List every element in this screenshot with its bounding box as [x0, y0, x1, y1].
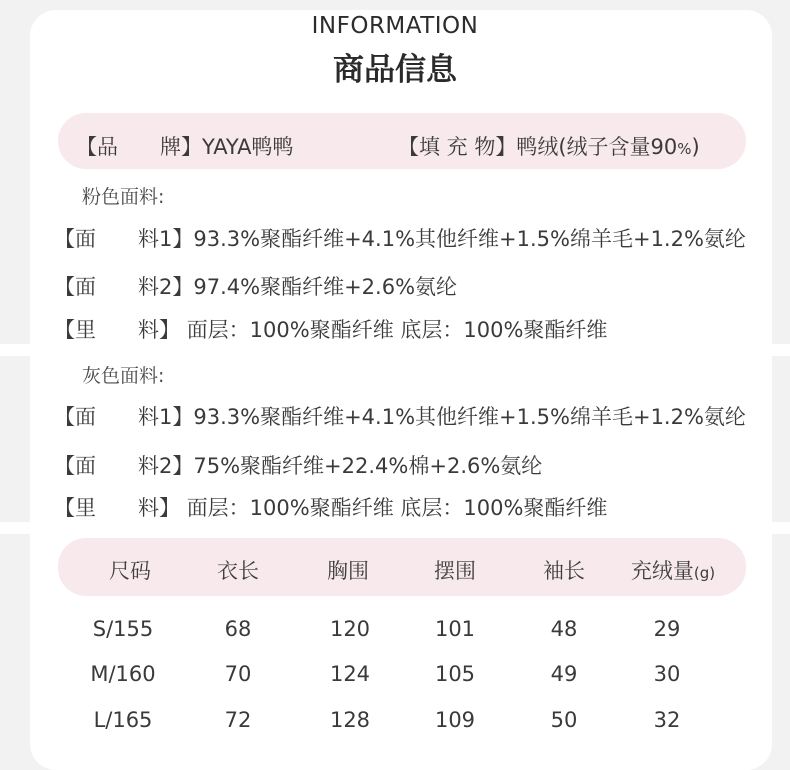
pink-section-title: 粉色面料: [82, 186, 165, 208]
table-cell: M/160 [90, 662, 156, 686]
table-cell: 49 [550, 662, 578, 686]
pink-lining-row [54, 314, 607, 344]
fill-unit: % [677, 140, 692, 158]
fill-close: ) [691, 135, 700, 159]
section-divider [0, 344, 790, 356]
pink-fabric2-label: 【面 料2】 [54, 275, 194, 299]
table-cell: S/155 [92, 617, 154, 641]
gray-fabric2-label: 【面 料2】 [54, 454, 194, 478]
table-cell: 29 [653, 617, 681, 641]
table-cell: 128 [329, 708, 371, 732]
table-cell: 101 [434, 617, 476, 641]
table-cell: 70 [224, 662, 252, 686]
fill-row [398, 131, 700, 161]
brand-row [76, 131, 294, 161]
table-cell: L/165 [93, 708, 153, 732]
header-chest: 胸围 [327, 559, 369, 583]
header-fill-unit: (g) [693, 564, 716, 582]
table-cell: 105 [434, 662, 476, 686]
table-cell: 120 [329, 617, 371, 641]
table-cell: 72 [224, 708, 252, 732]
gray-fabric2-value: 75%聚酯纤维+22.4%棉+2.6%氨纶 [193, 454, 543, 478]
table-cell: 30 [653, 662, 681, 686]
pink-fabric1-value: 93.3%聚酯纤维+4.1%其他纤维+1.5%绵羊毛+1.2%氨纶 [193, 227, 746, 251]
header-length: 衣长 [217, 559, 259, 583]
brand-label: 【品 牌】 [76, 135, 202, 159]
page-title: 商品信息 [333, 52, 457, 88]
pink-fabric1-row [54, 223, 746, 253]
gray-lining-value: 面层：100%聚酯纤维 底层：100%聚酯纤维 [186, 496, 608, 520]
table-cell: 124 [329, 662, 371, 686]
table-cell: 109 [434, 708, 476, 732]
header-fill-amount-label: 充绒量 [630, 559, 694, 583]
fill-value: 鸭绒(绒子含量90 [516, 135, 678, 159]
pink-fabric2-value: 97.4%聚酯纤维+2.6%氨纶 [193, 275, 458, 299]
gray-section-title: 灰色面料: [82, 365, 165, 387]
gray-fabric1-value: 93.3%聚酯纤维+4.1%其他纤维+1.5%绵羊毛+1.2%氨纶 [193, 405, 746, 429]
table-cell: 50 [550, 708, 578, 732]
brand-value: YAYA鸭鸭 [202, 135, 294, 159]
header-fill-amount [612, 555, 734, 585]
fill-label: 【填 充 物】 [398, 135, 517, 159]
title-english: INFORMATION [311, 13, 479, 39]
table-cell: 68 [224, 617, 252, 641]
pink-fabric2-row [54, 271, 457, 301]
header-hem: 摆围 [434, 559, 476, 583]
section-divider [0, 522, 790, 534]
pink-lining-label: 【里 料】 [54, 318, 180, 342]
table-cell: 32 [653, 708, 681, 732]
gray-fabric2-row [54, 450, 542, 480]
pink-fabric1-label: 【面 料1】 [54, 227, 194, 251]
gray-lining-label: 【里 料】 [54, 496, 180, 520]
gray-lining-row [54, 492, 607, 522]
gray-fabric1-row [54, 401, 746, 431]
table-cell: 48 [550, 617, 578, 641]
pink-lining-value: 面层：100%聚酯纤维 底层：100%聚酯纤维 [186, 318, 608, 342]
header-size: 尺码 [109, 559, 151, 583]
gray-fabric1-label: 【面 料1】 [54, 405, 194, 429]
header-sleeve: 袖长 [543, 559, 585, 583]
